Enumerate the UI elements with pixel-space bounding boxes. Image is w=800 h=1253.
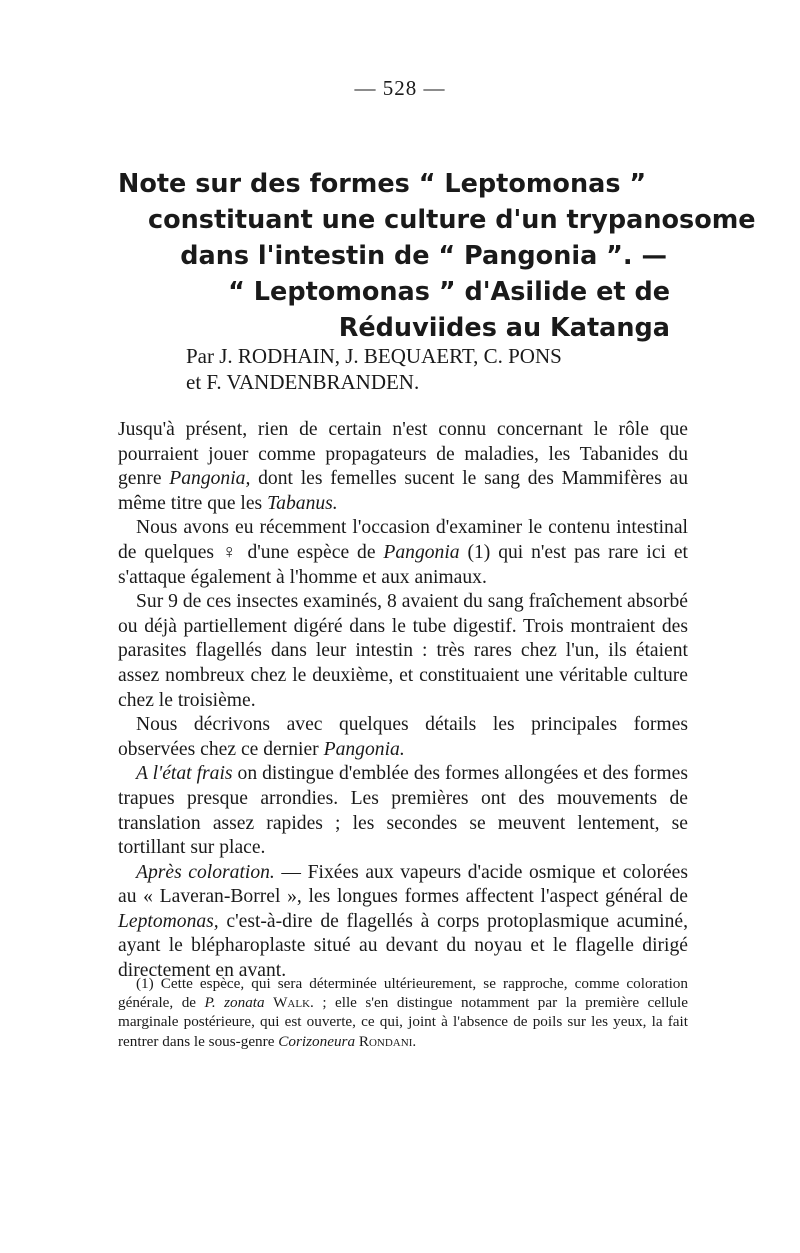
text-run: ; elle s'en distingue notamment par la première cellule marginale postérieure, qui est ouverte, ce qui, joint à l'absence de poils sur les yeux, la fait rentrer dans le sous-genre	[118, 994, 689, 1050]
footnote	[118, 974, 688, 1051]
text-run: — Fixées aux vapeurs d'acide osmique et colorées au « Laveran-Borrel », les longues formes affectent l'aspect général de	[118, 861, 688, 908]
text-run: (1) qui n'est pas rare ici et s'attaque également à l'homme et aux animaux.	[118, 541, 688, 588]
text-run: Nous décrivons avec quelques détails les principales formes observées chez ce dernier	[118, 714, 688, 760]
italic-run: Après coloration.	[136, 861, 275, 883]
italic-run: Pangonia.	[323, 738, 405, 760]
author-line-2: et F. VANDENBRANDEN.	[186, 370, 420, 394]
italic-run: P. zonata	[204, 994, 265, 1012]
article-title	[118, 166, 756, 346]
italic-run: Tabanus.	[267, 492, 338, 514]
text-run: c'est-à-dire de flagellés à corps protoplasmique acuminé, ayant le blépharoplaste situé au devant du noyau et le flagelle dirigé directement en avant.	[118, 910, 688, 982]
paragraph-2	[118, 516, 688, 590]
text-run: Jusqu'à présent, rien de certain n'est connu concernant le rôle que pourraient jouer comme propagateurs de maladies, les Tabanides du genre	[118, 419, 688, 490]
title-line-2: constituant une culture d'un trypanosome	[148, 205, 756, 235]
page-number: — 528 —	[354, 76, 446, 100]
smallcaps-run: Walk.	[273, 994, 314, 1012]
text-run: on distingue d'emblée des formes allongées et des formes trapues presque arrondies. Les premières ont des mouvements de translation assez rapides ; les secondes se meuvent lentement, se tortillant sur place.	[118, 763, 688, 859]
text-run: Sur 9 de ces insectes examinés, 8 avaient du sang fraîchement absorbé ou déjà partiellement digéré dans le tube digestif. Trois montraient des parasites flagellés dans leur intestin : très rares chez l'un, ils étaient assez nombreux chez le deuxième, et constituaient une véritable culture chez le troisième.	[118, 591, 688, 711]
italic-run: Leptomonas,	[118, 910, 219, 932]
body-text	[118, 418, 688, 984]
italic-run: A l'état frais	[136, 763, 233, 785]
paragraph-6	[118, 861, 688, 984]
text-run: dont les femelles sucent le sang des Mammifères au même titre que les	[118, 468, 688, 514]
title-line-5: Réduviides au Katanga	[338, 313, 670, 343]
smallcaps-run: Rondani.	[358, 1032, 417, 1050]
paragraph-1	[118, 418, 688, 516]
text-run: (1) Cette espèce, qui sera déterminée ultérieurement, se rapproche, comme coloration générale, de	[118, 975, 688, 1012]
author-byline	[186, 343, 562, 395]
italic-run: Pangonia	[383, 541, 460, 563]
footnote-1	[118, 974, 688, 1051]
title-line-1: Note sur des formes “ Leptomonas ”	[118, 169, 647, 199]
title-line-3: dans l'intestin de “ Pangonia ”. —	[180, 241, 667, 271]
author-line-1: Par J. RODHAIN, J. BEQUAERT, C. PONS	[186, 344, 562, 368]
text-run: Nous avons eu récemment l'occasion d'examiner le contenu intestinal de quelques ♀ d'une espèce de	[118, 517, 688, 563]
italic-run: Pangonia,	[169, 468, 251, 490]
title-line-4: “ Leptomonas ” d'Asilide et de	[228, 277, 670, 307]
paragraph-3	[118, 590, 688, 713]
paragraph-5	[118, 762, 688, 860]
italic-run: Corizoneura	[278, 1032, 356, 1050]
paragraph-4	[118, 713, 688, 762]
